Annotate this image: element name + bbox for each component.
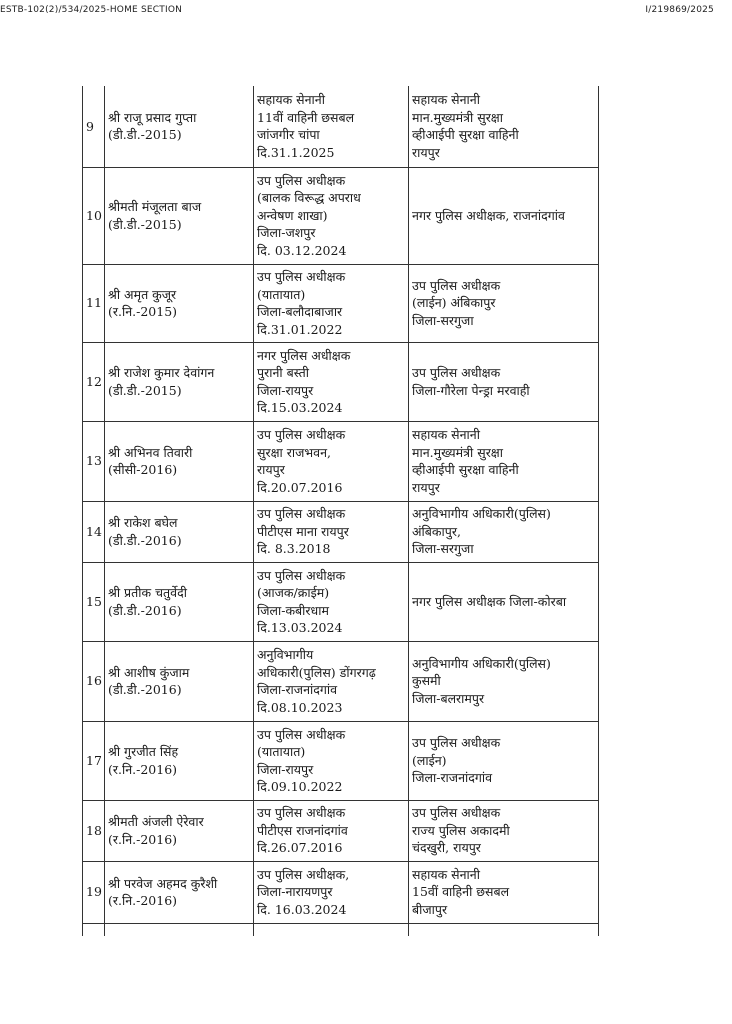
serial-number: 18: [83, 800, 105, 861]
officer-name: श्री गुरजीत सिंह (र.नि.-2016): [105, 721, 254, 800]
table-row: [83, 800, 599, 861]
current-posting: उप पुलिस अधीक्षक सुरक्षा राजभवन, रायपुर दि.20.07.2016: [254, 421, 409, 501]
new-posting: सहायक सेनानी मान.मुख्यमंत्री सुरक्षा व्हीआईपी सुरक्षा वाहिनी रायपुर: [409, 421, 599, 501]
table-row: [83, 167, 599, 264]
officer-name: श्रीमती मंजूलता बाज (डी.डी.-2015): [105, 167, 254, 264]
table-row: [83, 721, 599, 800]
current-posting: अनुविभागीय अधिकारी(पुलिस) डोंगरगढ़ जिला-राजनांदगांव दि.08.10.2023: [254, 641, 409, 721]
officer-name: श्री राजेश कुमार देवांगन (डी.डी.-2015): [105, 342, 254, 421]
document-number: I/219869/2025: [645, 5, 714, 15]
officer-name: श्री परवेज अहमद कुरैशी (र.नि.-2016): [105, 861, 254, 923]
table-row: [83, 342, 599, 421]
serial-number: 10: [83, 167, 105, 264]
transfer-table: [82, 86, 599, 936]
serial-number: 13: [83, 421, 105, 501]
table-row-continuation: [83, 923, 599, 936]
new-posting: सहायक सेनानी 15वीं वाहिनी छसबल बीजापुर: [409, 861, 599, 923]
current-posting: उप पुलिस अधीक्षक (यातायात) जिला-बलौदाबाजार दि.31.01.2022: [254, 264, 409, 342]
officer-name: श्री प्रतीक चतुर्वेदी (डी.डी.-2016): [105, 562, 254, 641]
officer-name: श्रीमती अंजली ऐरेवार (र.नि.-2016): [105, 800, 254, 861]
table-row: [83, 86, 599, 167]
current-posting: उप पुलिस अधीक्षक (बालक विरूद्ध अपराध अन्वेषण शाखा) जिला-जशपुर दि. 03.12.2024: [254, 167, 409, 264]
officer-name: श्री अमृत कुजूर (र.नि.-2015): [105, 264, 254, 342]
new-posting: अनुविभागीय अधिकारी(पुलिस) अंबिकापुर, जिला-सरगुजा: [409, 501, 599, 562]
table-row: [83, 264, 599, 342]
table-row: [83, 501, 599, 562]
table-row: [83, 421, 599, 501]
serial-number: 14: [83, 501, 105, 562]
officer-name: श्री अभिनव तिवारी (सीसी-2016): [105, 421, 254, 501]
serial-number: 19: [83, 861, 105, 923]
table-row: [83, 562, 599, 641]
new-posting: उप पुलिस अधीक्षक राज्य पुलिस अकादमी चंदखुरी, रायपुर: [409, 800, 599, 861]
serial-number: 11: [83, 264, 105, 342]
officer-name: श्री राजू प्रसाद गुप्ता (डी.डी.-2015): [105, 86, 254, 167]
serial-number: 15: [83, 562, 105, 641]
current-posting: उप पुलिस अधीक्षक पीटीएस राजनांदगांव दि.26.07.2016: [254, 800, 409, 861]
table-row: [83, 641, 599, 721]
new-posting: सहायक सेनानी मान.मुख्यमंत्री सुरक्षा व्हीआईपी सुरक्षा वाहिनी रायपुर: [409, 86, 599, 167]
serial-number: 9: [83, 86, 105, 167]
officer-name: श्री राकेश बघेल (डी.डी.-2016): [105, 501, 254, 562]
current-posting: उप पुलिस अधीक्षक (आजक/क्राईम) जिला-कबीरधाम दि.13.03.2024: [254, 562, 409, 641]
table-row: [83, 861, 599, 923]
current-posting: उप पुलिस अधीक्षक (यातायात) जिला-रायपुर दि.09.10.2022: [254, 721, 409, 800]
officer-name: श्री आशीष कुंजाम (डी.डी.-2016): [105, 641, 254, 721]
new-posting: नगर पुलिस अधीक्षक, राजनांदगांव: [409, 167, 599, 264]
serial-number: 12: [83, 342, 105, 421]
page-header: [0, 3, 732, 19]
new-posting: अनुविभागीय अधिकारी(पुलिस) कुसमी जिला-बलरामपुर: [409, 641, 599, 721]
serial-number: 16: [83, 641, 105, 721]
current-posting: उप पुलिस अधीक्षक पीटीएस माना रायपुर दि. 8.3.2018: [254, 501, 409, 562]
new-posting: उप पुलिस अधीक्षक (लाईन) जिला-राजनांदगांव: [409, 721, 599, 800]
file-reference: ESTB-102(2)/534/2025-HOME SECTION: [0, 5, 183, 15]
new-posting: उप पुलिस अधीक्षक (लाईन) अंबिकापुर जिला-सरगुजा: [409, 264, 599, 342]
new-posting: उप पुलिस अधीक्षक जिला-गौरेला पेन्ड्रा मरवाही: [409, 342, 599, 421]
current-posting: सहायक सेनानी 11वीं वाहिनी छसबल जांजगीर चांपा दि.31.1.2025: [254, 86, 409, 167]
new-posting: नगर पुलिस अधीक्षक जिला-कोरबा: [409, 562, 599, 641]
current-posting: उप पुलिस अधीक्षक, जिला-नारायणपुर दि. 16.03.2024: [254, 861, 409, 923]
current-posting: नगर पुलिस अधीक्षक पुरानी बस्ती जिला-रायपुर दि.15.03.2024: [254, 342, 409, 421]
serial-number: 17: [83, 721, 105, 800]
